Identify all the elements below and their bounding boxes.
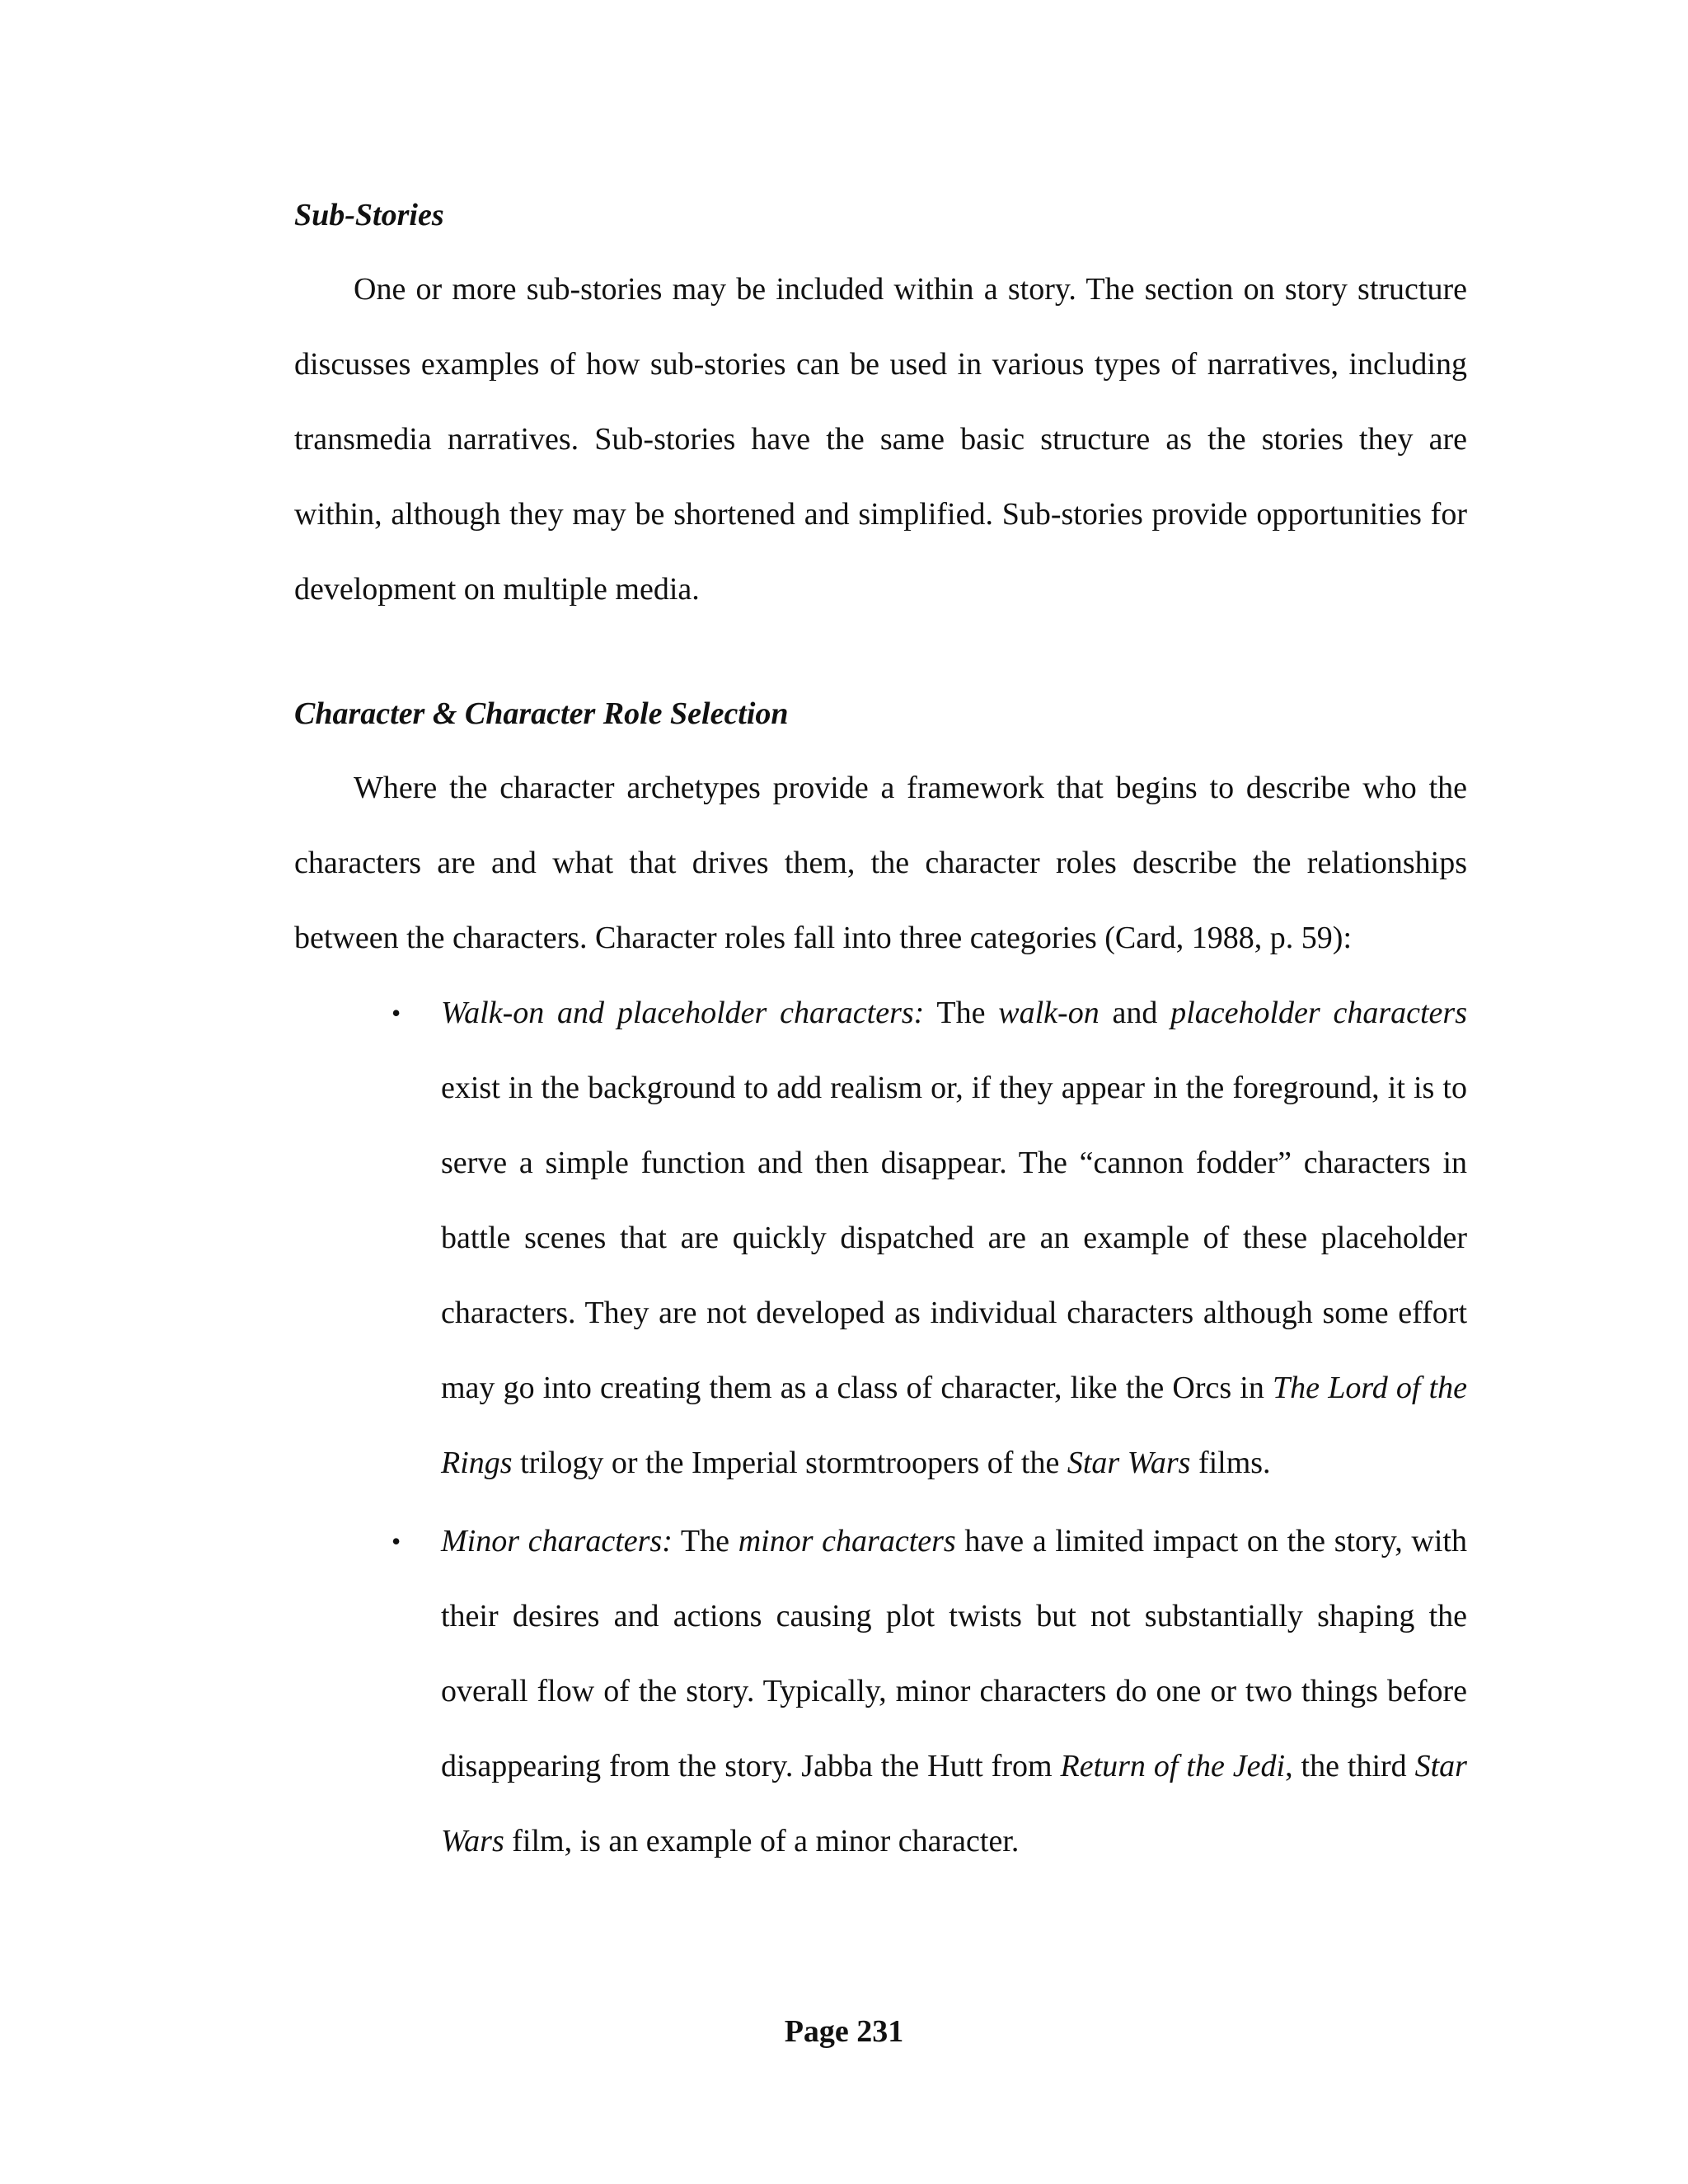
list-item-lead: Walk-on and placeholder characters: [441, 996, 925, 1030]
paragraph-sub-stories: One or more sub-stories may be included within a story. The section on story structure discusses examples of how sub-stories can be used in various types of narratives, including transmedia narratives. Sub-stories have the same basic structure as the stories they are within, although they may be shortened and simplified. Sub-stories provide opportunities for development on multiple media. [294, 272, 1467, 607]
paragraph-character-roles: Where the character archetypes provide a framework that begins to describe who the characters are and what that drives them, the character roles describe the relationships between the characters. Character roles fall into three categories (Card, 1988, p. 59): [294, 771, 1467, 955]
list-item-lead: Minor characters: [441, 1524, 673, 1558]
bullet-icon: • [392, 998, 401, 1028]
character-role-list [294, 976, 1467, 1882]
section-heading-character-role-selection: Character & Character Role Selection [294, 696, 789, 731]
section-heading-sub-stories: Sub-Stories [294, 198, 444, 232]
list-item-minor-characters: • Minor characters: The minor characters have a limited impact on the story, with their desires and actions causing plot twists but not substantially shaping the overall flow of the story. Typically, minor characters do one or two things before disappearing from the story. Jabba the Hutt from Return of the Jedi, the third Star Wars film, is an example of a minor character. [294, 1504, 1467, 1879]
list-item-walk-on-characters: • Walk-on and placeholder characters: The walk-on and placeholder characters exist in the background to add realism or, if they appear in the foreground, it is to serve a simple function and then disappear. The “cannon fodder” characters in battle scenes that are quickly dispatched are an example of these placeholder characters. They are not developed as individual characters although some effort may go into creating them as a class of character, like the Orcs in The Lord of the Rings trilogy or the Imperial stormtroopers of the Star Wars films. [294, 976, 1467, 1501]
document-page [294, 0, 1467, 2184]
bullet-icon: • [392, 1526, 401, 1556]
page-number: Page 231 [784, 2014, 904, 2049]
